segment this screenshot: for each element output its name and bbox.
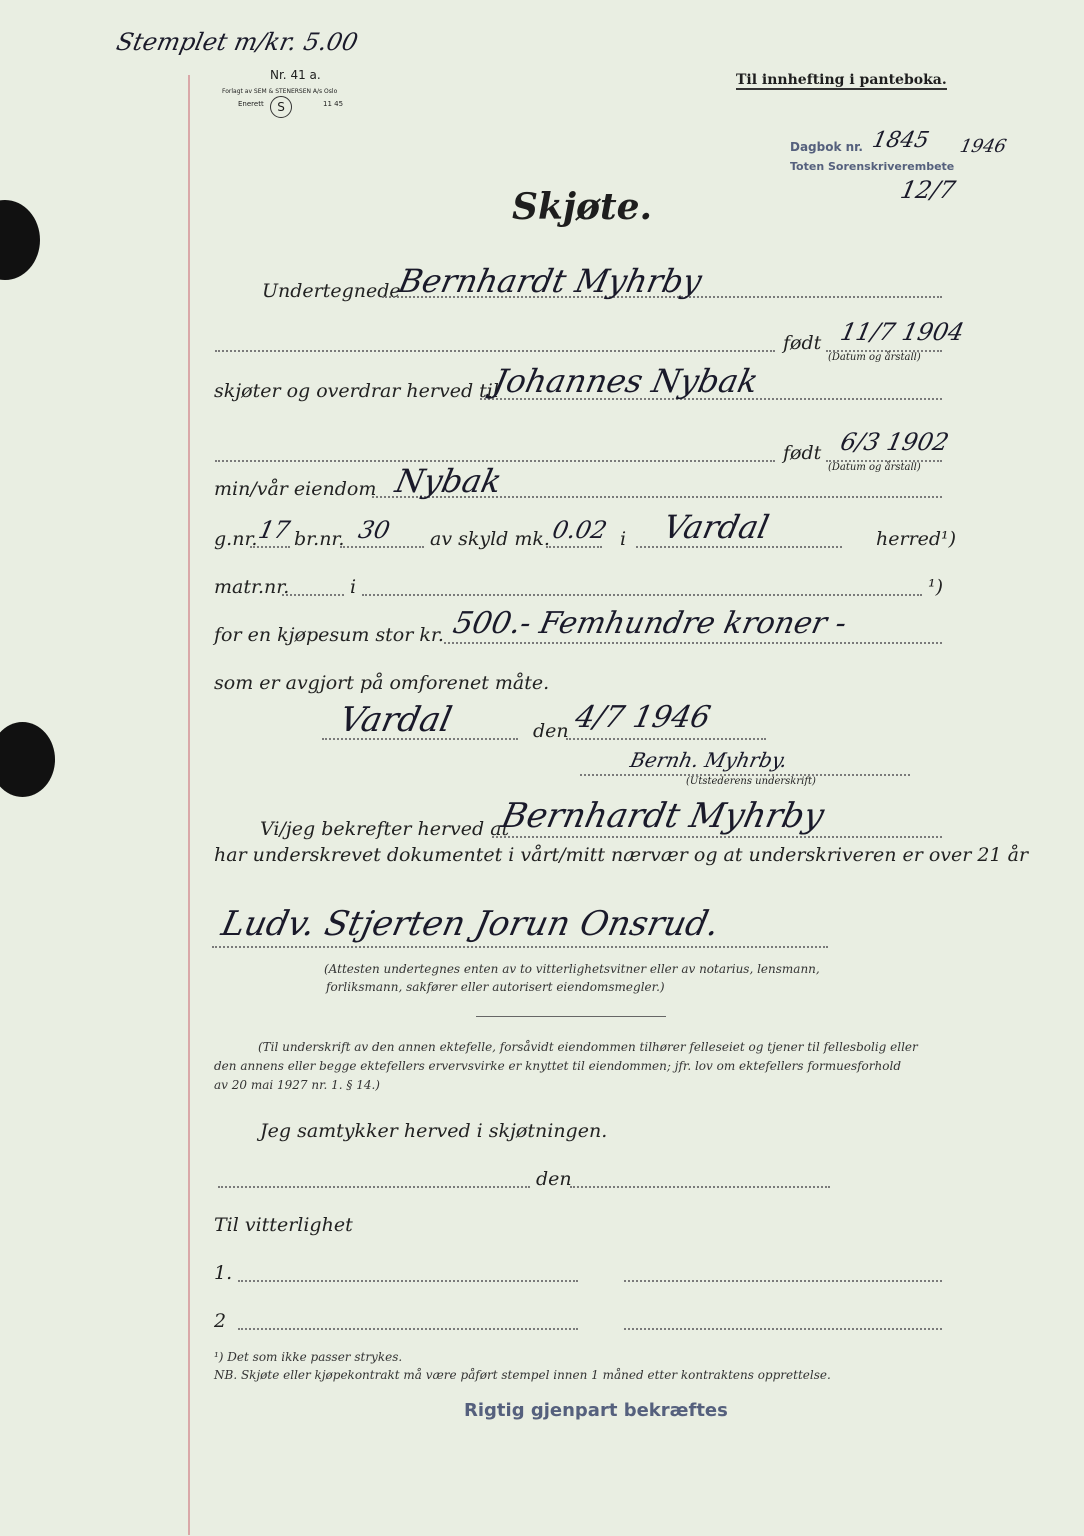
dotted-line xyxy=(340,546,424,548)
den-label: den xyxy=(533,720,569,742)
dotted-line xyxy=(492,836,942,838)
seller-birth: 11/7 1904 xyxy=(838,318,967,346)
property-name: Nybak xyxy=(392,462,506,500)
punch-hole-top xyxy=(0,200,40,280)
confirm-name: Bernhardt Myhrby xyxy=(498,796,828,836)
herred-label: herred¹) xyxy=(876,528,957,550)
matr-i-label: i xyxy=(350,576,357,598)
form-number: Nr. 41 a. xyxy=(270,68,321,82)
dotted-line xyxy=(212,946,828,948)
brnr-label: br.nr. xyxy=(294,528,345,550)
eiendom-label: min/vår eiendom xyxy=(214,478,377,500)
publisher: Forlagt av SEM & STENERSEN A/s Oslo xyxy=(222,88,338,95)
skyld-label: av skyld mk. xyxy=(430,528,550,550)
price-label: for en kjøpesum stor kr. xyxy=(214,624,444,646)
dotted-line xyxy=(250,546,290,548)
dotted-line xyxy=(636,546,842,548)
confirm-label: Vi/jeg bekrefter herved at xyxy=(260,818,510,840)
issuer-signature: Bernh. Myhrby. xyxy=(628,748,790,772)
datum-note: (Datum og årstall) xyxy=(828,352,921,363)
matr-label: matr.nr. xyxy=(214,576,290,598)
witness-note-2: forliksmann, sakfører eller autorisert eiendomsmegler.) xyxy=(326,980,665,994)
publisher-logo: S xyxy=(270,96,292,118)
buyer-name: Johannes Nybak xyxy=(490,362,762,400)
dotted-line xyxy=(238,1280,578,1282)
divider xyxy=(476,1016,666,1017)
dotted-line xyxy=(215,350,775,352)
price-value: 500.- Femhundre kroner - xyxy=(450,606,850,641)
issuer-sig-note: (Utstederens underskrift) xyxy=(686,776,816,787)
spouse-note-1: (Til underskrift av den annen ektefelle, forsåvidt eiendommen tilhører felleseiet og tjener til fellesbolig eller xyxy=(258,1040,918,1054)
dotted-line xyxy=(624,1328,942,1330)
witness-note-1: (Attesten undertegnes enten av to vitterlighetsvitner eller av notarius, lensmann, xyxy=(324,962,820,976)
dagbok-number: 1845 xyxy=(870,128,932,153)
stamp-note: Stemplet m/kr. 5.00 xyxy=(114,28,361,56)
sign-place: Vardal xyxy=(336,700,456,740)
office-stamp: Toten Sorenskriverembete xyxy=(790,160,955,173)
seller-name: Bernhardt Myhrby xyxy=(395,262,706,300)
publisher-code: 11 45 xyxy=(323,100,344,108)
dotted-line xyxy=(282,594,344,596)
gnr-label: g.nr. xyxy=(214,528,258,550)
witness-1-label: 1. xyxy=(214,1262,233,1284)
witness-2-label: 2 xyxy=(214,1310,227,1332)
copy-stamp: Rigtig gjenpart bekræftes xyxy=(464,1400,728,1421)
buyer-birth: 6/3 1902 xyxy=(838,428,952,456)
binding-note: Til innhefting i panteboka. xyxy=(736,72,947,88)
fodt-label: født xyxy=(783,332,822,354)
dotted-line xyxy=(624,1280,942,1282)
dotted-line xyxy=(218,1186,530,1188)
page-title: Skjøte. xyxy=(512,186,653,228)
gnr-value: 17 xyxy=(256,516,293,544)
footnote-1: ¹) Det som ikke passer strykes. xyxy=(214,1350,403,1364)
dotted-line xyxy=(362,594,922,596)
spouse-note-3: av 20 mai 1927 nr. 1. § 14.) xyxy=(214,1078,380,1092)
undertegnede-label: Undertegnede xyxy=(262,280,401,302)
witness-heading: Til vitterlighet xyxy=(214,1214,353,1236)
footnote-2: NB. Skjøte eller kjøpekontrakt må være påført stempel innen 1 måned etter kontraktens opprettelse. xyxy=(214,1368,831,1382)
dotted-line xyxy=(444,642,942,644)
margin-rule xyxy=(188,75,190,1535)
matr-end: ¹) xyxy=(928,576,944,598)
dotted-line xyxy=(570,1186,830,1188)
fodt-label-2: født xyxy=(783,442,822,464)
dotted-line xyxy=(238,1328,578,1330)
punch-hole-middle xyxy=(0,722,55,797)
dagbok-year: 1946 xyxy=(958,136,1009,157)
herred-name: Vardal xyxy=(660,508,773,546)
spouse-note-2: den annens eller begge ektefellers ervervsvirke er knyttet til eiendommen; jfr. lov om ektefellers formuesforhold xyxy=(214,1059,901,1073)
i-label: i xyxy=(620,528,627,550)
settled-text: som er avgjort på omforenet måte. xyxy=(214,672,550,694)
dotted-line xyxy=(566,738,766,740)
brnr-value: 30 xyxy=(356,516,393,544)
skyld-value: 0.02 xyxy=(550,516,610,544)
transfer-label: skjøter og overdrar herved til xyxy=(214,380,499,402)
datum-note-2: (Datum og årstall) xyxy=(828,462,921,473)
publisher-rights: Enerett xyxy=(238,100,264,108)
consent-text: Jeg samtykker herved i skjøtningen. xyxy=(260,1120,608,1142)
sign-date: 4/7 1946 xyxy=(572,700,714,735)
date-received: 12/7 xyxy=(898,176,958,204)
confirm-text: har underskrevet dokumentet i vårt/mitt nærvær og at underskriveren er over 21 år xyxy=(214,844,1029,866)
consent-den: den xyxy=(536,1168,572,1190)
dotted-line xyxy=(322,738,518,740)
dotted-line xyxy=(546,546,602,548)
witness-signatures: Ludv. Stjerten Jorun Onsrud. xyxy=(218,904,723,944)
dagbok-label: Dagbok nr. xyxy=(790,140,863,154)
